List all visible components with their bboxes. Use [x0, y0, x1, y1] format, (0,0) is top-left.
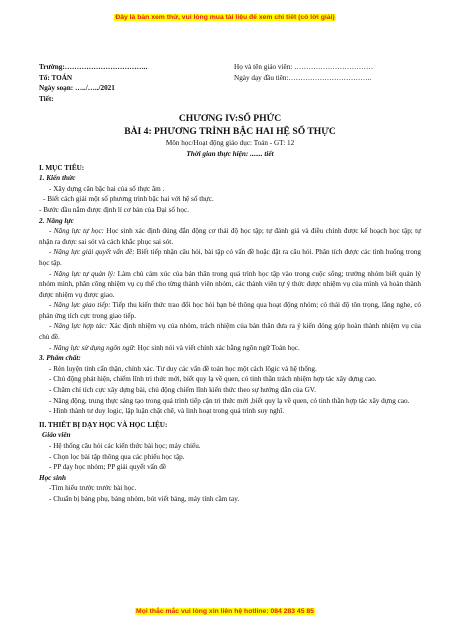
- first-teaching-date-field: Ngày dạy đầu tiên:……………………………..: [234, 73, 372, 82]
- competency-text: Xác định nhiệm vụ của nhóm, trách nhiệm của bản thân đưa ra ý kiến đóng góp hoàn thành nhiệm vụ của chủ đề.: [39, 322, 422, 342]
- student-item: - Chuẩn bị bảng phụ, bảng nhóm, bút viết bảng, máy tính cầm tay.: [49, 494, 240, 503]
- competency-text: Biết tiếp nhận câu hỏi, bài tập có vấn đề hoặc đặt ra câu hỏi. Phân tích được các tình huống trong học tập.: [39, 248, 421, 267]
- student-item: -Tìm hiểu trước trước bài học.: [49, 484, 137, 493]
- header-row-2: [39, 73, 421, 84]
- lesson-title: BÀI 4: PHƯƠNG TRÌNH BẬC HAI HỆ SỐ THỰC: [124, 126, 336, 138]
- quality-item: - Chủ động phát hiện, chiếm lĩnh tri thức mới, biết quy lạ về quen, có tinh thần trách nhiệm hợp tác xây dựng cao.: [49, 375, 377, 384]
- competency-item: [39, 226, 421, 247]
- time-line: Thời gian thực hiện: ....... tiết: [186, 149, 274, 158]
- school-field: Trường:……………………………..: [39, 63, 148, 71]
- competency-label: - Năng lực hợp tác:: [49, 322, 108, 331]
- competency-item: [39, 300, 421, 321]
- header-row-3: [39, 83, 421, 94]
- chapter-title: CHƯƠNG IV:SỐ PHỨC: [178, 113, 282, 125]
- competency-label: - Năng lực giao tiếp:: [49, 301, 111, 310]
- competency-text: Làm chủ cảm xúc của bản thân trong quá trình học tập vào trong cuộc sống; trưởng nhóm biết quản lý nhóm mình, phân công nhiệm vụ cụ thể cho từng thành viên nhóm, các thành viên tự ý thức được nhiệm vụ của mình và hoàn thành được nhiệm vụ được giao.: [39, 269, 421, 299]
- header-row-1: [39, 62, 421, 73]
- competency-label: - Năng lực tự quản lý:: [49, 269, 116, 278]
- quality-item: - Năng động, trung thực sáng tạo trong quá trình tiếp cận tri thức mới ,biết quy lạ về quen, có tinh thần hợp tác xây dựng cao.: [49, 396, 410, 405]
- subject-line: Môn học/Hoạt động giáo dục: Toán - GT: 12: [165, 139, 295, 148]
- knowledge-item: - Bước đầu nắm được định lí cơ bản của Đại số học.: [39, 205, 189, 214]
- knowledge-item: - Biết cách giải một số phương trình bậc hai với hệ số thực.: [43, 195, 214, 204]
- competency-text: Tiếp thu kiến thức trao đổi học hỏi bạn bè thông qua hoạt động nhóm; có thái độ tôn trọng, lắng nghe, có phản ứng tích cực trong giao tiếp.: [39, 301, 421, 320]
- competency-item: [39, 321, 421, 342]
- knowledge-heading: 1. Kiến thức: [39, 174, 76, 183]
- section-objectives-heading: I. MỤC TIÊU:: [39, 163, 85, 172]
- quality-item: - Chăm chỉ tích cực xây dựng bài, chủ động chiếm lĩnh kiến thức theo sự hướng dẫn của GV.: [49, 386, 316, 395]
- teacher-item: - Hệ thống câu hỏi các kiến thức bài học; máy chiếu.: [49, 442, 201, 450]
- lesson-plan-content: [39, 62, 421, 505]
- department-field: Tổ: TOÁN: [39, 73, 73, 82]
- hotline-banner: [0, 608, 450, 615]
- period-field: Tiết:: [39, 94, 54, 103]
- competency-text: Học sinh nói và viết chính xác bằng ngôn ngữ Toán học.: [135, 343, 300, 352]
- preview-banner: [0, 14, 450, 21]
- student-heading: Học sinh: [39, 473, 66, 482]
- quality-item: - Hình thành tư duy logic, lập luận chặt chẽ, và linh hoạt trong quá trình suy nghĩ.: [49, 407, 285, 416]
- qualities-heading: 3. Phẩm chất:: [39, 354, 81, 363]
- competency-heading: 2. Năng lực: [39, 216, 74, 225]
- quality-item: - Rèn luyện tính cẩn thận, chính xác. Tư duy các vấn đề toán học một cách lôgic và hệ thống.: [49, 364, 317, 373]
- preview-banner-text: Đây là bản xem thử, vui lòng mua tài liệu để xem chi tiết (có lời giải): [115, 14, 335, 21]
- competency-item: [39, 247, 421, 268]
- header-row-4: [39, 94, 421, 105]
- teacher-item: - PP dạy học nhóm; PP giải quyết vấn đề: [49, 463, 167, 472]
- teacher-item: - Chọn lọc bài tập thông qua các phiếu học tập.: [49, 452, 185, 461]
- hotline-banner-text: Mọi thắc mắc vui lòng xin liên hệ hotline: 084 283 45 85: [136, 608, 314, 615]
- knowledge-item: - Xây dựng căn bậc hai của số thực âm .: [49, 184, 165, 193]
- competency-text: Học sinh xác định đúng đắn động cơ thái độ học tập; tự đánh giá và điều chỉnh được kế hoạch học tập; tự nhận ra được sai sót và cách khắc phục sai sót.: [39, 227, 421, 246]
- teacher-name-field: Họ và tên giáo viên: ……………………………: [234, 63, 374, 71]
- competency-label: - Năng lực giải quyết vấn đề:: [49, 248, 135, 257]
- competency-label: - Năng lực sử dụng ngôn ngữ:: [49, 343, 136, 352]
- teacher-heading: Giáo viên: [42, 431, 71, 440]
- competency-item: [39, 343, 421, 354]
- section-equipment-heading: II. THIẾT BỊ DẠY HỌC VÀ HỌC LIỆU:: [39, 420, 168, 429]
- prepared-date-field: Ngày soạn: …../…../2021: [39, 84, 115, 93]
- competency-item: [39, 269, 421, 301]
- competency-label: - Năng lực tự học:: [49, 227, 105, 236]
